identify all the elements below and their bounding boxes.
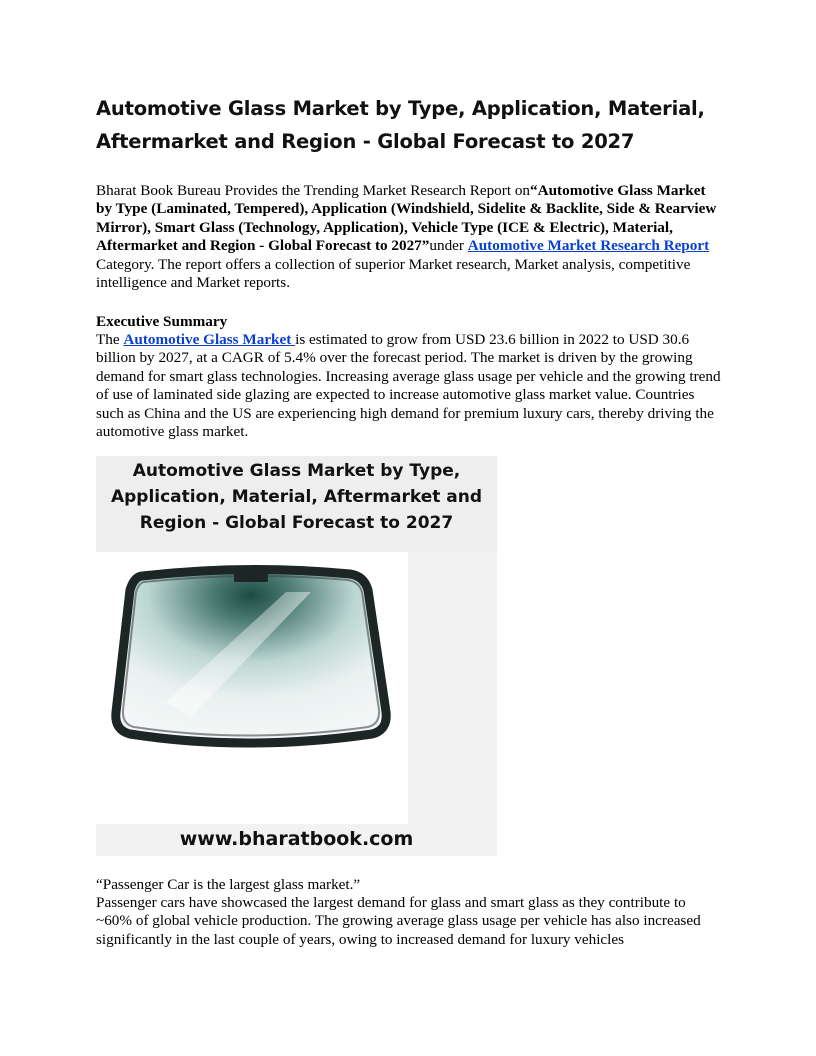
intro-paragraph bbox=[96, 182, 721, 292]
windshield-image bbox=[96, 552, 408, 824]
automotive-glass-market-link[interactable]: Automotive Glass Market bbox=[123, 331, 296, 348]
banner-website-url: www.bharatbook.com bbox=[179, 828, 414, 850]
windshield-icon bbox=[96, 552, 408, 824]
section-quote: “Passenger Car is the largest glass market.” bbox=[96, 876, 361, 893]
banner-title: Automotive Glass Market by Type, Application, Material, Aftermarket and Region - Global Forecast to 2027 bbox=[96, 456, 497, 552]
exec-text: is estimated to grow from USD 23.6 billion in 2022 to USD 30.6 billion by 2027, at a CAGR of 5.4% over the forecast period. The market is driven by the growing demand for smart glass technologies. Increasing average glass usage per vehicle and the growing trend of use of laminated side glazing are expected to increase automotive glass market value. Countries such as China and the US are experiencing high demand for premium luxury cars, thereby driving the automotive glass market. bbox=[96, 331, 721, 441]
report-title-bold: “Automotive Glass Market by Type (Laminated, Tempered), Application (Windshield, Sidelite & Backlite, Side & Rearview Mirror), Smart Glass (Technology, Application), Vehicle Type (ICE & Electric), Material, Aftermarket and Region - Global Forecast to 2027” bbox=[96, 182, 717, 255]
executive-summary-heading: Executive Summary bbox=[96, 313, 228, 330]
automotive-market-research-link[interactable]: Automotive Market Research Report bbox=[467, 237, 710, 255]
executive-summary-paragraph bbox=[96, 331, 721, 441]
report-banner-image bbox=[96, 456, 497, 856]
exec-lead: The bbox=[96, 331, 124, 348]
intro-under: under bbox=[429, 237, 468, 255]
intro-lead: Bharat Book Bureau Provides the Trending Market Research Report on bbox=[96, 182, 531, 199]
document-title: Automotive Glass Market by Type, Application, Material, Aftermarket and Region - Global Forecast to 2027 bbox=[96, 97, 705, 153]
passenger-car-paragraph: Passenger cars have showcased the largest demand for glass and smart glass as they contribute to ~60% of global vehicle production. The growing average glass usage per vehicle has also increased significantly in the last couple of years, owing to increased demand for luxury vehicles bbox=[96, 894, 701, 948]
intro-tail: Category. The report offers a collection of superior Market research, Market analysis, competitive intelligence and Market reports. bbox=[96, 255, 691, 292]
